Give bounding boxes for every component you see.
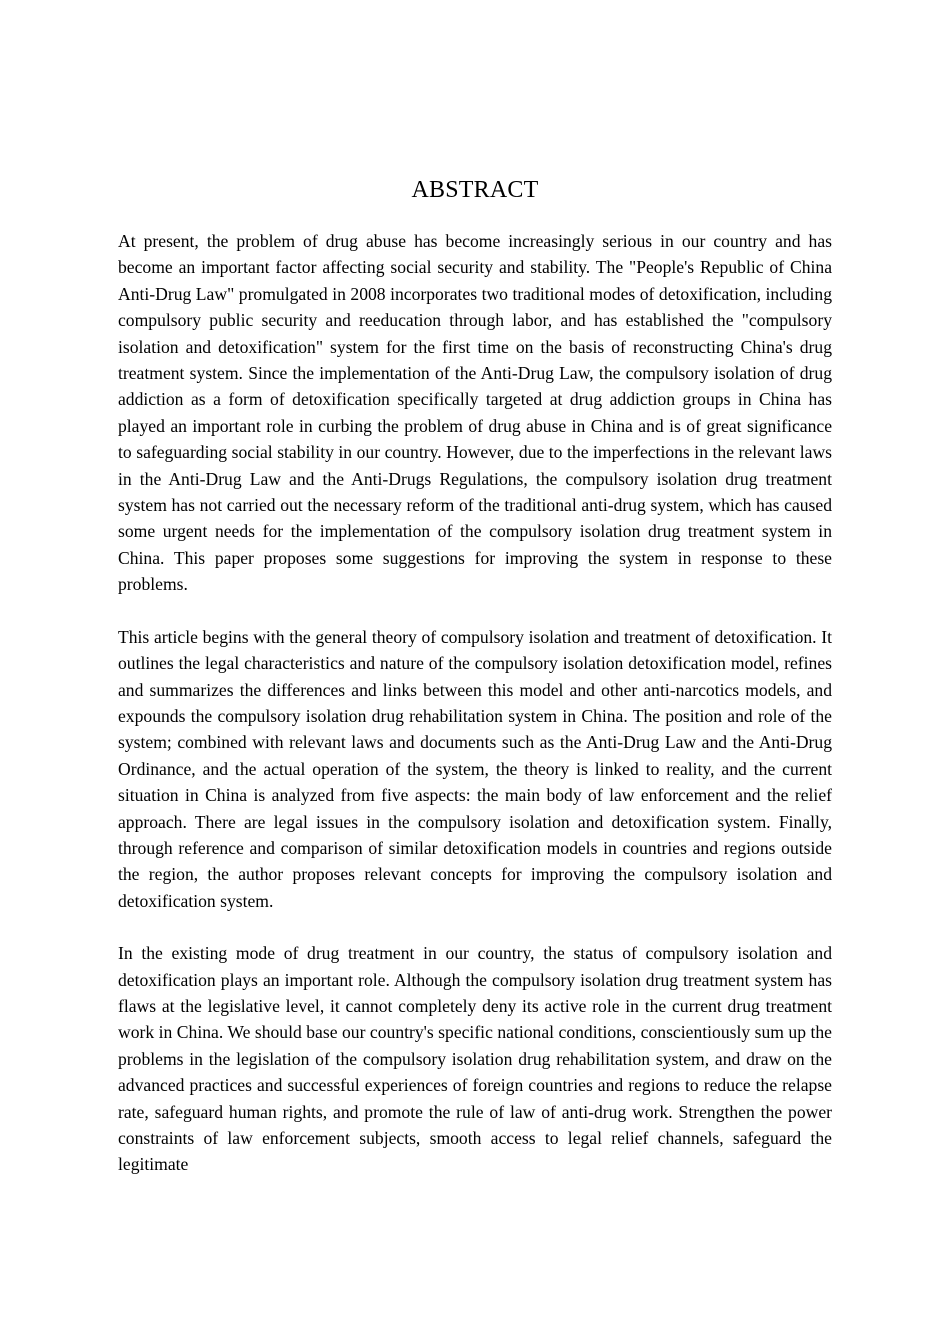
abstract-paragraph-3: In the existing mode of drug treatment in our country, the status of compulsory isolation and detoxification plays an important role. Although the compulsory isolation drug treatment system has flaws at the legislative level, it cannot completely deny its active role in the current drug treatment work in China. We should base our country's specific national conditions, conscientiously sum up the problems in the legislation of the compulsory isolation drug rehabilitation system, and draw on the advanced practices and successful experiences of foreign countries and regions to reduce the relapse rate, safeguard human rights, and promote the rule of law of anti-drug work. Strengthen the power constraints of law enforcement subjects, smooth access to legal relief channels, safeguard the legitimate xyxy=(118,943,832,1175)
abstract-paragraph-2: This article begins with the general theory of compulsory isolation and treatment of detoxification. It outlines the legal characteristics and nature of the compulsory isolation detoxification model, refines and summarizes the differences and links between this model and other anti-narcotics models, and expounds the compulsory isolation drug rehabilitation system in China. The position and role of the system; combined with relevant laws and documents such as the Anti-Drug Law and the Anti-Drug Ordinance, and the actual operation of the system, the theory is linked to reality, and the current situation in China is analyzed from five aspects: the main body of law enforcement and the relief approach. There are legal issues in the compulsory isolation and detoxification system. Finally, through reference and comparison of similar detoxification models in countries and regions outside the region, the author proposes relevant concepts for improving the compulsory isolation and detoxification system. xyxy=(118,626,832,911)
abstract-paragraph-1: At present, the problem of drug abuse has become increasingly serious in our country and has become an important factor affecting social security and stability. The "People's Republic of China Anti-Drug Law" promulgated in 2008 incorporates two traditional modes of detoxification, including compulsory public security and reeducation through labor, and has established the "compulsory isolation and detoxification" system for the first time on the basis of reconstructing China's drug treatment system. Since the implementation of the Anti-Drug Law, the compulsory isolation of drug addiction as a form of detoxification specifically targeted at drug addiction groups in China has played an important role in curbing the problem of drug abuse in China and is of great significance to safeguarding social stability in our country. However, due to the imperfections in the relevant laws in the Anti-Drug Law and the Anti-Drugs Regulations, the compulsory isolation drug treatment system has not carried out the necessary reform of the traditional anti-drug system, which has caused some urgent needs for the implementation of the compulsory isolation drug treatment system in China. This paper proposes some suggestions for improving the system in response to these problems. xyxy=(118,231,832,595)
abstract-title: ABSTRACT xyxy=(411,177,539,203)
document-page xyxy=(118,170,832,1204)
